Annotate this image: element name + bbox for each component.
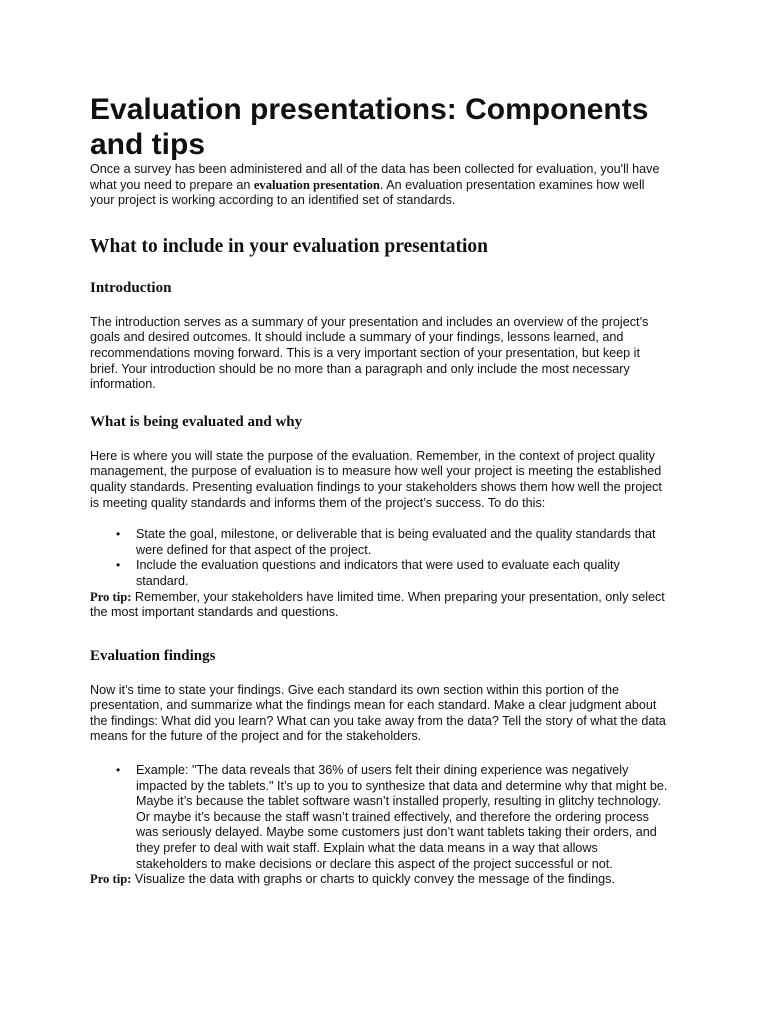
what-evaluated-paragraph: Here is where you will state the purpose of the evaluation. Remember, in the context of project quality management, the purpose of evaluation is to measure how well your project is meeting the established quality standards. Presenting evaluation findings to your stakeholders shows them how well the project is meeting quality standards and informs them of the project’s success. To do this: <box>90 448 662 510</box>
findings-heading: Evaluation findings <box>90 647 216 664</box>
what-evaluated-heading: What is being evaluated and why <box>90 413 303 430</box>
page-title: Evaluation presentations: Components and tips <box>90 93 649 161</box>
list-item <box>116 763 668 872</box>
intro-paragraph <box>90 162 668 209</box>
list-item <box>116 527 668 558</box>
introduction-paragraph: The introduction serves as a summary of your presentation and includes an overview of the project’s goals and desired outcomes. It should include a summary of your findings, lessons learned, and recommendations moving forward. This is a very important section of your presentation, but keep it brief. Your introduction should be no more than a paragraph and only include the most necessary information. <box>90 314 649 392</box>
section-heading: What to include in your evaluation presentation <box>90 235 488 257</box>
list-item-text: State the goal, milestone, or deliverable that is being evaluated and the quality standards that were defined for that aspect of the project. <box>136 527 656 557</box>
pro-tip-label: Pro tip: <box>90 589 132 604</box>
findings-list <box>90 763 668 872</box>
pro-tip-text: Remember, your stakeholders have limited time. When preparing your presentation, only select the most important standards and questions. <box>90 589 665 620</box>
pro-tip-2 <box>90 872 668 888</box>
intro-bold-term: evaluation presentation <box>253 177 380 192</box>
list-item-text: Example: "The data reveals that 36% of users felt their dining experience was negatively impacted by the tablets." It’s up to you to synthesize that data and determine why that might be. Maybe it’s because the tablet software wasn’t installed properly, resulting in glitchy technology. Or maybe it’s because the staff wasn’t trained effectively, and therefore the ordering process was seriously delayed. Maybe some customers just don’t want tablets taking their orders, and they prefer to deal with wait staff. Explain what the data means in a way that allows stakeholders to make decisions or declare this aspect of the project successful or not. <box>136 763 668 871</box>
bullet-icon: • <box>116 527 121 542</box>
intro-text-after: . An evaluation presentation examines how well your project is working according to an identified set of standards. <box>90 177 645 208</box>
findings-paragraph: Now it’s time to state your findings. Give each standard its own section within this portion of the presentation, and summarize what the findings mean for each standard. Make a clear judgment about the findings: What did you learn? What can you take away from the data? Tell the story of what the data means for the future of the project and for the stakeholders. <box>90 682 666 744</box>
what-evaluated-list <box>90 527 668 589</box>
introduction-heading: Introduction <box>90 279 172 296</box>
pro-tip-text: Visualize the data with graphs or charts to quickly convey the message of the findings. <box>131 872 615 887</box>
list-item <box>116 558 668 589</box>
pro-tip-1 <box>90 590 668 621</box>
pro-tip-label: Pro tip: <box>90 872 132 887</box>
bullet-icon: • <box>116 558 121 573</box>
list-item-text: Include the evaluation questions and indicators that were used to evaluate each quality standard. <box>136 558 620 588</box>
bullet-icon: • <box>116 763 121 778</box>
intro-text-before: Once a survey has been administered and all of the data has been collected for evaluation, you'll have what you need to prepare an <box>90 162 660 192</box>
